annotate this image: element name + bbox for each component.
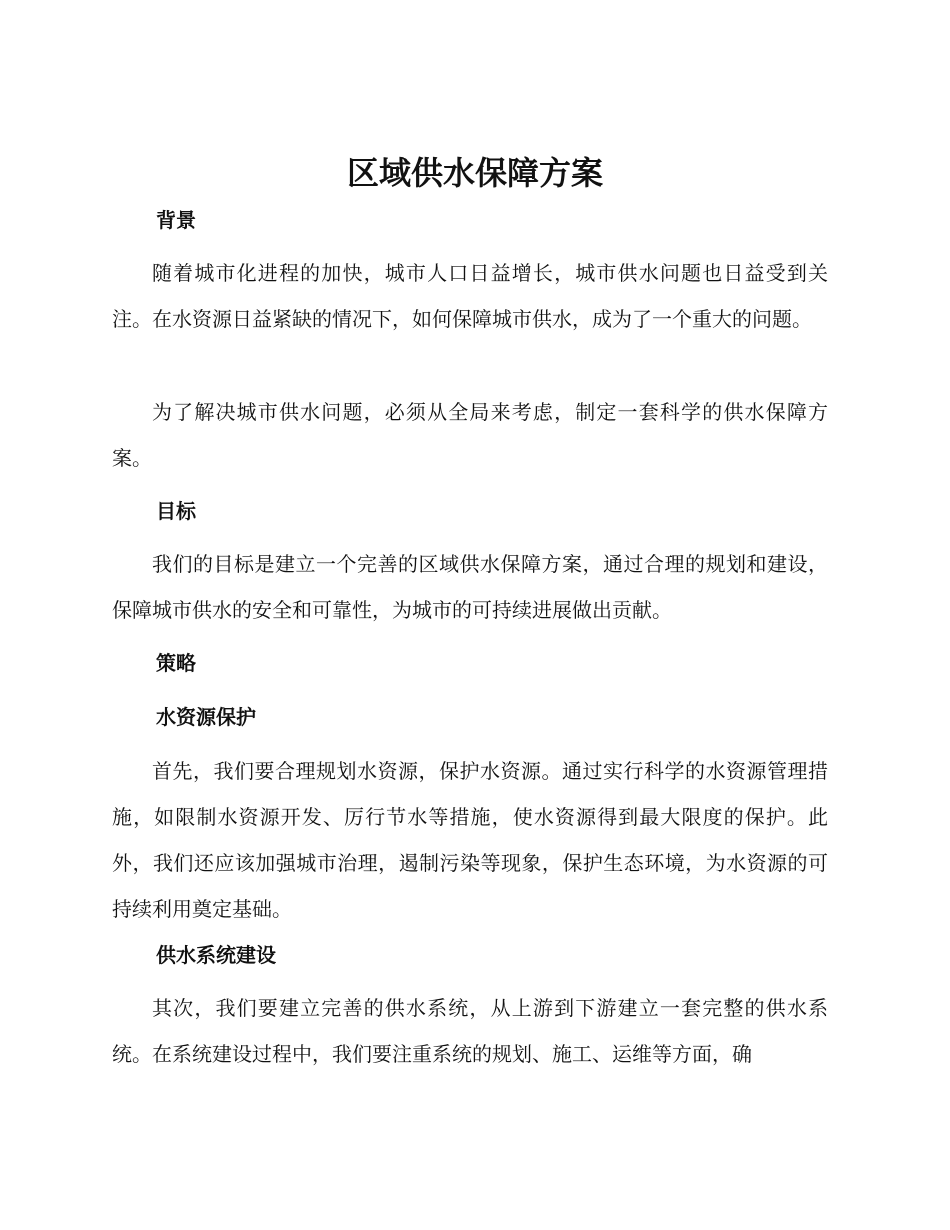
section-heading-strategy: 策略 — [156, 651, 196, 675]
paragraph-supply-system-1: 其次，我们要建立完善的供水系统，从上游到下游建立一套完整的供水系统。在系统建设过程中，我们要注重系统的规划、施工、运维等方面，确 — [112, 996, 828, 1066]
document-title: 区域供水保障方案 — [346, 154, 603, 192]
paragraph-water-protection-1: 首先，我们要合理规划水资源，保护水资源。通过实行科学的水资源管理措施，如限制水资源开发、厉行节水等措施，使水资源得到最大限度的保护。此外，我们还应该加强城市治理，遏制污染等现象，保护生态环境，为水资源的可持续利用奠定基础。 — [112, 759, 828, 921]
section-heading-background: 背景 — [156, 208, 196, 232]
section-heading-water-protection: 水资源保护 — [156, 705, 256, 729]
section-heading-supply-system: 供水系统建设 — [156, 943, 276, 967]
paragraph-goal-1: 我们的目标是建立一个完善的区域供水保障方案，通过合理的规划和建设，保障城市供水的安全和可靠性，为城市的可持续进展做出贡献。 — [112, 552, 828, 622]
section-heading-goal: 目标 — [156, 499, 196, 523]
paragraph-background-1: 随着城市化进程的加快，城市人口日益增长，城市供水问题也日益受到关注。在水资源日益紧缺的情况下，如何保障城市供水，成为了一个重大的问题。 — [112, 261, 828, 331]
paragraph-background-2: 为了解决城市供水问题，必须从全局来考虑，制定一套科学的供水保障方案。 — [112, 400, 828, 470]
